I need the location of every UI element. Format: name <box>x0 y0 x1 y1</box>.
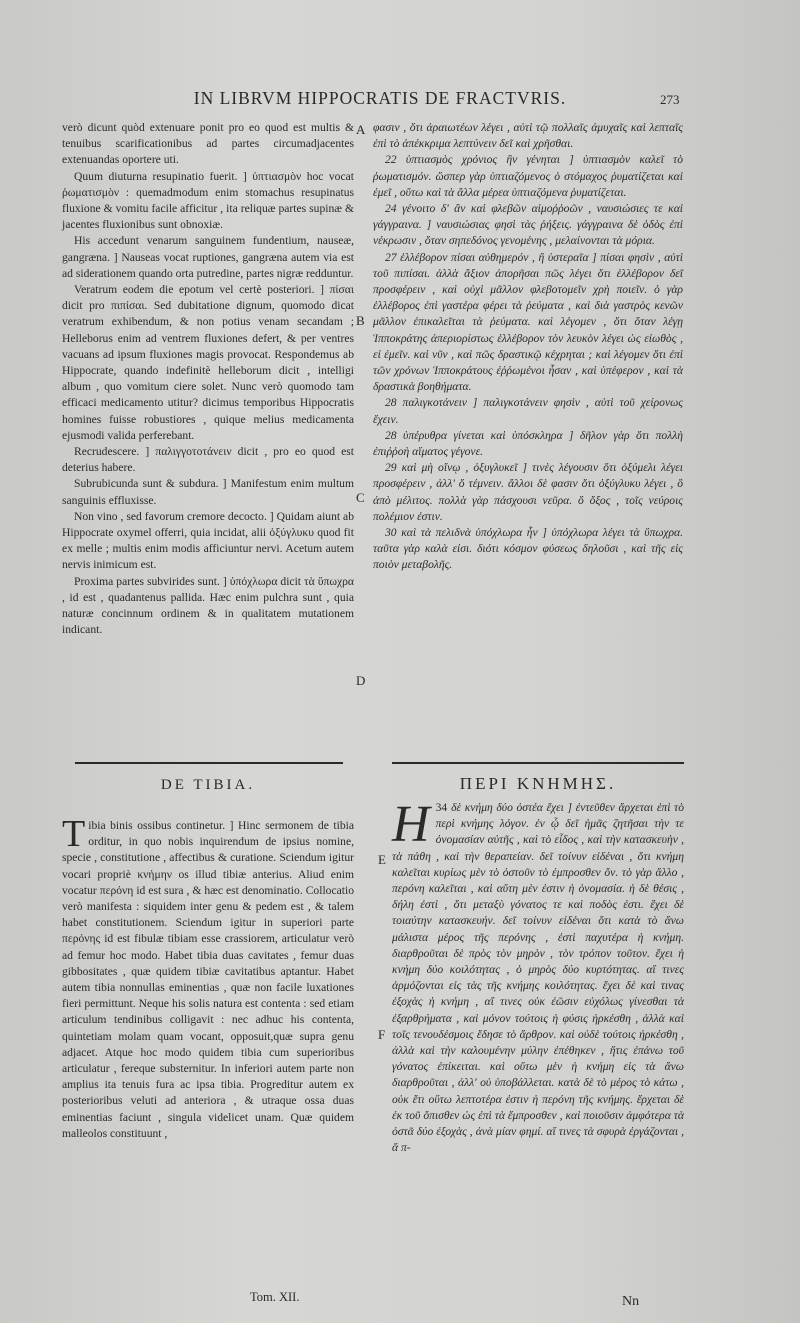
latin-paragraph: verò dicunt quòd extenuare ponit pro eo quod est multis & tenuibus scarificationibus ad partes circumadjacentes extenuandas oportere uti. <box>62 121 354 167</box>
latin-body: ibia binis ossibus continetur. ] Hinc sermonem de tibia orditur, in quo nobis inquirendum de ipsius nomine, specie , constitutione , affectibus & curatione. Sciendum igitur vocari propriè κνήμην os illud tibiæ anterius. Aliud enim vocatur περόνη id est sura , & hæc est denominatio. Collocatio verò manifesta : siquidem inter genu & pedem est , & talem habet constitutionem. Sciendum igitur in superiori parte περόνης id est fibulæ tibiam esse crassiorem, articulatur verò ad femur hoc modo. Habet tibia duas cavitates , femur duas gibbositates , quæ quidem tibiæ cavitatibus aptantur. Habet autem tibia nonnullas eminentias , quæ non facile luxationes fieri permittunt. Neque his solis natura est contenta : sed etiam articulum tendinibus colligavit : nec adhuc his contenta, quintetiam molam quam vocant, opposuit,quæ supra genu adjacet. Atque hoc modo quidem tibia cum superioribus articulatur , fereque substernitur. In inferiori autem parte non amplius ita tenuis fura ac ipsa tibia. Progreditur autem ex posterioribus veluti ad anteriora , & utraque ossa duas eminentias faciunt , singula videlicet unam. Quæ quidem malleolos constituunt , <box>62 819 354 1140</box>
greek-paragraph: 28 ὑπέρυθρα γίνεται καὶ ὑπόσκληρα ] δῆλον γὰρ ὅτι πολλὴ ἐπιῤῥοὴ αἵματος γέγονε. <box>373 428 683 459</box>
greek-paragraph: 24 γένοιτο δ' ἂν καὶ φλεβῶν αἱμοῤῥοῶν , ναυσιώσιες τε καὶ γάγγραινα. ] ναυσιώσιας φησὶ τὰς ῥήξεις. γάγγραινα δὲ ὁδὸς ἐπὶ νέκρωσιν , ὅταν σηπεδόνος γενομένης , μελαίνονται τὰ μόρια. <box>373 202 683 248</box>
latin-commentary-top <box>62 120 354 639</box>
margin-letter-d: D <box>356 673 366 688</box>
initial-letter: T <box>62 813 86 855</box>
latin-paragraph: His accedunt venarum sanguinem fundentium, nauseæ, gangræna. ] Nauseas vocat ruptiones, gangræna autem via est ad siderationem quando orta putredine, partes nigræ redduntur. <box>62 234 354 280</box>
latin-paragraph: Recrudescere. ] παλιγγοτοτάνειν dicit , pro eo quod est deterius habere. <box>62 445 354 475</box>
greek-paragraph: 30 καὶ τὰ πελιδνὰ ὑπόχλωρα ἦν ] ὑπόχλωρα λέγει τὰ ὕπωχρα. ταῦτα γὰρ καλὰ εἰσι. διότι κόσμον φύσεως δηλοῦσι , καὶ τῆς εἰς ποιὸν μεταβολῆς. <box>373 526 683 572</box>
greek-paragraph: 27 ἑλλέβορον πίσαι αὐθημερόν , ἢ ὑστεραῖα ] πίσαι φησὶν , αὐτὶ τοῦ πιπίσαι. ἀλλὰ ἄξιον ἀπορῆσαι πῶς λέγει ὅτι ἑλλέβορον δεῖ προσφέρειν , καὶ οὐχὶ μᾶλλον φλεβοτομεῖν χρὴ ποιεῖν. ὁ γὰρ ἑλλέβορος ἐπὶ γαστέρα φέρει τὰ ῥεύματα , καὶ διὰ γαστρὸς κενῶν μᾶλλον ἐπικαλεῖται τὰ ῥεύματα. καὶ λέγομεν , ὅτι ὅταν λέγῃ Ἱπποκράτης ἀπεριορίστως ἑλλέβορον τὸν λευκὸν λέγει ὡς εἰωθὸς , εἰ ἐμεῖν. καὶ νῦν , καὶ πῶς δραστικῷ κέχρηται ; καὶ λέγομεν ὅτι ἐπὶ τῶν χρόνων Ἱπποκράτους ἐῤῥωμένοι ἦσαν , καὶ ὑπέφερον , καὶ τὰ δραστικὰ βοηθήματα. <box>373 250 683 394</box>
margin-letter-f: F <box>378 1027 386 1042</box>
volume-label: Tom. XII. <box>250 1290 300 1304</box>
latin-paragraph: Quum diuturna resupinatio fuerit. ] ὑπτιασμὸν hoc vocat ῥωματισμὸν : quemadmodum enim stomachus resupinatus fluxione & vomitu facile afficitur , ita reliquæ partes supinæ & jacentes fluxionibus sunt obnoxiæ. <box>62 169 354 232</box>
margin-letter-a: A <box>356 122 366 137</box>
signature-mark: Nn <box>622 1294 640 1309</box>
running-head: IN LIBRVM HIPPOCRATIS DE FRACTVRIS. <box>193 88 567 108</box>
margin-letter-c: C <box>356 490 365 505</box>
latin-paragraph: Veratrum eodem die epotum vel certè posteriori. ] πίσαι dicit pro πιπίσαι. Sed dubitatione dignum, quomodo dicat veratrum exhibendum, & non potius venam secandam ; Helleborus enim ad ventrem fluxiones defert, & per ventres vacuans ad ipsum fluxiones magis provocat. Respondemus ab Hippocrate, quando indefinitè helleborum dicit , intelligi album , quo vomitum ciere solet. Nunc verò quomodo tam efficaci medicamento utitur? dicimus temporibus Hippocratis homines fuisse robustiores , quique melius medicamenta ejusmodi valida perferebant. <box>62 283 354 442</box>
greek-text-peri-knemes <box>392 796 684 1156</box>
section-title-latin: DE TIBIA. <box>160 777 256 793</box>
greek-paragraph: 22 ὑπτιασμὸς χρόνιος ἢν γένηται ] ὑπτιασμὸν καλεῖ τὸ ῥωματισμόν. ὥσπερ γὰρ ὑπτιαζόμενος ὁ στόμαχος ῥυματίζεται καὶ ἐμεῖ , οὕτω καὶ τὰ ἄλλα μέρεα ὑπτιαζόμενα ῥυματίζεται. <box>373 153 683 199</box>
latin-text-de-tibia <box>62 813 354 1142</box>
greek-paragraph: 29 καὶ μὴ οἴνῳ , ὀξυγλυκεῖ ] τινὲς λέγουσιν ὅτι ὀξύμελι λέγει προσφέρειν , ἀλλ' ὅ τέμνειν. ἄλλοι δὲ φασιν ὅτι ὀξύγλυκυ λέγει , ὃ ἀπὸ μέλιτος. πολλὰ γὰρ πάσχουσι νεῦρα. ὅ ὄξος , τοῖς νεύροις πολέμιον ἐστιν. <box>373 461 683 523</box>
page-number: 273 <box>660 92 680 107</box>
latin-paragraph: Subrubicunda sunt & subdura. ] Manifestum enim multum sanguinis effluxisse. <box>62 477 354 507</box>
latin-paragraph: Proxima partes subvirides sunt. ] ὑπόχλωρα dicit τὰ ὕπωχρα , id est , quadantenus pallida. Hæc enim pulchra sunt , quia naturæ concinnum ordinem & in qualitatem mutationem indicant. <box>62 574 354 637</box>
latin-paragraph: Non vino , sed favorum cremore decocto. ] Quidam aiunt ab Hippocrate oxymel offerri, quia incidat, alii ὀξύγλυκυ quod fit ex melle ; multis enim modis afficiuntur nervi. Acetum autem nervis inimicum est. <box>62 509 354 572</box>
section-rule-left <box>75 762 343 764</box>
greek-body: δὲ κνήμη δύο ὀστέα ἔχει ] ἐντεῦθεν ἄρχεται ἐπὶ τὸ περὶ κνήμης λόγον. ἐν ᾧ δεῖ ἡμᾶς ζητῆσαι τὴν τε ὀνομασίαν αὐτῆς , καὶ τὸ εἶδος , καὶ τὴν κατασκευὴν , τὰ πάθη , καὶ τὴν θεραπείαν. δεῖ τοίνυν εἰδέναι , ὅτι κνήμη καλεῖται κυρίως μὲν τὸ ὀστοῦν τὸ ἐμπροσθεν ὄν. τὸ γὰρ ἄλλο , περόνη καλεῖται , καὶ αὕτη μὲν ἐστιν ἡ ὀνομασία. ἡ δὲ θέσις , δήλη ἐστὶ , ὅτι μεταξὺ γόνατος τε καὶ ποδὸς ἐστι. ἔχει δὲ τοιαύτην κατασκευήν. δεῖ τοίνυν εἰδέναι ὅτι κατὰ τὸ ἄνω μάλιστα μέρος τῆς περόνης , ἐστὶ παχυτέρα ἡ κνήμη. διαρθροῦται δὲ πρὸς τὸν μηρὸν , τὸν τρόπον τοῦτον. ἔχει ἡ κνήμη δύο κοιλότητας , ὁ μηρὸς δύο κυρτότητας. αἵ τινες ἁρμόζονται εἰς τὰς τῆς κνήμης κοιλότητας. ἔχει δὲ καὶ τινας ἐξοχὰς ἡ κνήμη , αἵ τινες οὐκ ἐῶσιν εὐχόλως γίνεσθαι τὰ ἐξαρθρήματα , καὶ μόνον τούτοις ἡ φύσις ἠρκέσθη , ἀλλὰ καὶ τοῖς τενουδέσμοις ἔδησε τὸ ἄρθρον. καὶ οὐδὲ τούτοις ἠρκέσθη , ἀλλὰ καὶ τὴν καλουμένην μύλην ἐπέθηκεν , ἥτις ἐπάνω τοῦ γόνατος ἐπίκειται. καὶ οὕτω μὲν ἡ κνήμη εἰς τὰ ἄνω διαρθροῦται , ἀλλ' οὐ ὑποβάλλεται. κατὰ δὲ τὸ μέρος τὸ κάτω , οὐκ ἔτι οὕτω λεπτοτέρα ἐστιν ἡ περόνη τῆς κνήμης. ἔρχεται δὲ ἐκ τοῦ ὄπισθεν ὡς ἐπὶ τὰ ἔμπροσθεν , καὶ ποιοῦσιν ἀμφότερα τὰ ὀστᾶ δύο ἐξοχὰς , ἀνὰ μίαν φημί. αἵ τινες τὰ σφυρὰ ἐργάζονται , ἅ π- <box>392 801 684 1155</box>
greek-paragraph: φασιν , ὅτι ἀραιωτέων λέγει , αὐτὶ τῷ πολλαῖς ἀμυχαῖς καὶ λεπταῖς ἐπὶ τὸ ἀπέκκριμα λεπτύνειν δεῖ καὶ χρῆσθαι. <box>373 121 683 151</box>
greek-commentary-top <box>373 120 683 574</box>
section-number: 34 <box>435 801 448 814</box>
margin-letter-e: E <box>378 852 386 867</box>
greek-paragraph: 28 παλιγκοτάνειν ] παλιγκοτάνειν φησὶν , αὐτὶ τοῦ χείρονως ἔχειν. <box>373 396 683 426</box>
section-title-greek: ΠΕΡΙ ΚΝΗΜΗΣ. <box>459 774 617 793</box>
margin-letter-b: B <box>356 313 365 328</box>
section-rule-right <box>392 762 684 764</box>
initial-letter: Η <box>392 796 430 853</box>
